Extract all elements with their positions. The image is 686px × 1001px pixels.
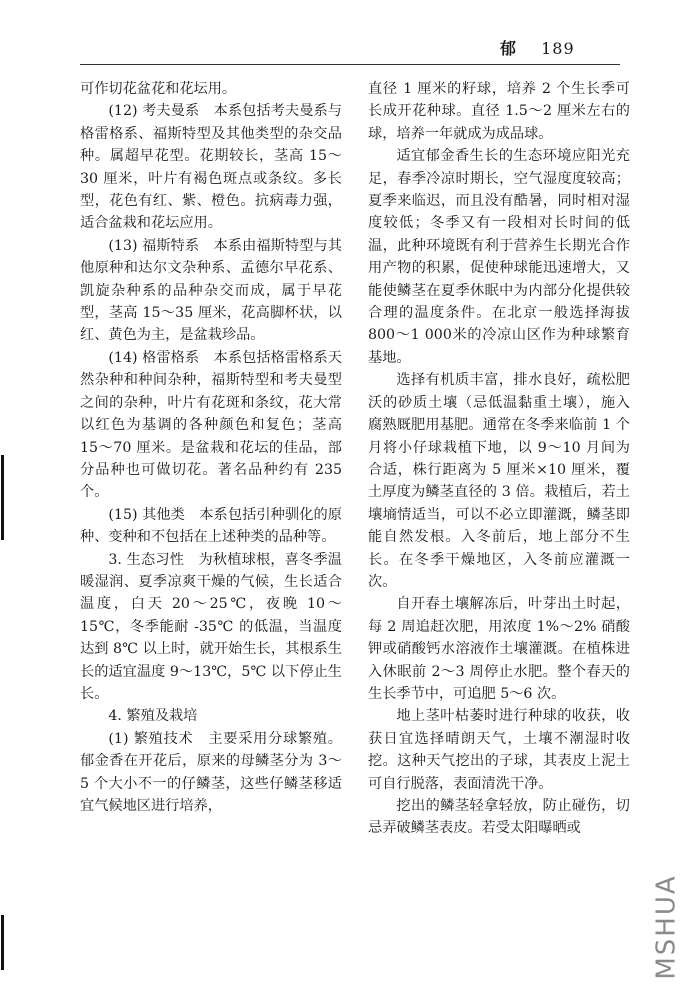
- chapter-title: 郁: [500, 39, 518, 58]
- scan-margin-mark: [1, 915, 4, 970]
- scan-margin-mark: [1, 455, 4, 540]
- paragraph: 适宜郁金香生长的生态环境应阳光充足，春季冷凉时期长，空气湿度度较高；夏季来临迟，而且没有酷暑，同时相对湿度较低；冬季又有一段相对长时间的低温，此种环境既有利于营养生长期光合作用产物的积累，促使种球能迅速增大，又能使鳞茎在夏季休眠中为内部分化提供较合理的温度条件。在北京一般选择海拔 800～1 000米的冷凉山区作为种球繁育基地。: [368, 148, 630, 366]
- paragraph: 直径 1 厘米的籽球，培养 2 个生长季可长成开花种球。直径 1.5～2 厘米左右的球，培养一年就成为成品球。: [368, 81, 630, 142]
- page-number: 189: [541, 39, 575, 58]
- left-column: [80, 78, 342, 817]
- section-heading: 4. 繁殖及栽培: [108, 708, 198, 725]
- paragraph: (1) 繁殖技术 主要采用分球繁殖。郁金香在开花后，原来的母鳞茎分为 3～5 个大小不一的仔鳞茎，这些仔鳞茎移适宜气候地区进行培养，: [80, 730, 342, 814]
- paragraph: 自开春土壤解冻后，叶芽出土时起，每 2 周追赶次肥，用浓度 1%～2% 硝酸钾或硝酸钙水溶液作土壤灌溉。在植株进入休眠前 2～3 周停止水肥。整个春天的生长季节中，可追肥 5～6 次。: [368, 596, 630, 702]
- paragraph: 可作切花盆花和花坛用。: [80, 81, 237, 97]
- paragraph: (12) 考夫曼系 本系包括考夫曼系与格雷格系、福斯特型及其他类型的杂交品种。属超早花型。花期较长，茎高 15～30 厘米，叶片有褐色斑点或条纹。多长型，花色有红、紫、橙色。抗病毒力强，适合盆栽和花坛应用。: [80, 103, 342, 232]
- paragraph: 3. 生态习性 为秋植球根，喜冬季温暖湿润、夏季凉爽干燥的气候，生长适合温度，白天 20～25℃，夜晚 10～15℃，冬季能耐 -35℃ 的低温，当温度达到 8℃ 以上时，就开始生长，其根系生长的适宜温度 9～13℃，5℃ 以下停止生长。: [80, 551, 342, 702]
- right-column: [368, 78, 630, 840]
- header-rule: [80, 64, 620, 65]
- paragraph: (15) 其他类 本系包括引种驯化的原种、变种和不包括在上述种类的品种等。: [80, 506, 342, 546]
- watermark-text: MSHUA: [652, 873, 682, 980]
- paragraph: (13) 福斯特系 本系由福斯特型与其他原种和达尔文杂种系、孟德尔早花系、凯旋杂种系的品种杂交而成，属于早花型，茎高 15～35 厘米，花高脚杯状，以红、黄色为主，是盆栽珍品。: [80, 237, 342, 344]
- paragraph: (14) 格雷格系 本系包括格雷格系天然杂种和种间杂种，福斯特型和考夫曼型之间的杂种，叶片有花斑和条纹，花大常以红色为基调的各种颜色和复色；茎高 15～70 厘米。是盆栽和花坛的佳品，部分品种也可做切花。著名品种约有 235 个。: [80, 349, 342, 501]
- paragraph: 挖出的鳞茎轻拿轻放，防止碰伤，切忌弄破鳞茎表皮。若受太阳曝晒或: [368, 798, 630, 837]
- paragraph: 地上茎叶枯萎时进行种球的收获，收获日宜选择晴朗天气，土壤不潮湿时收挖。这种天气挖出的子球，其表皮上泥土可自行脱落，表面清洗干净。: [368, 708, 630, 792]
- page-header: [500, 38, 620, 60]
- watermark: [651, 864, 683, 989]
- paragraph: 选择有机质丰富，排水良好，疏松肥沃的砂质土壤（忌低温黏重土壤），施入腐熟厩肥用基肥。通常在冬季来临前 1 个月将小仔球栽植下地，以 9～10 月间为合适，株行距离为 5 厘米×10 厘米，覆土厚度为鳞茎直径的 3 倍。栽植后，若土壤墒情适当，可以不必立即灌溉，鳞茎即能自然发根。入冬前后，地上部分不生长。在冬季干燥地区，入冬前应灌溉一次。: [368, 372, 630, 590]
